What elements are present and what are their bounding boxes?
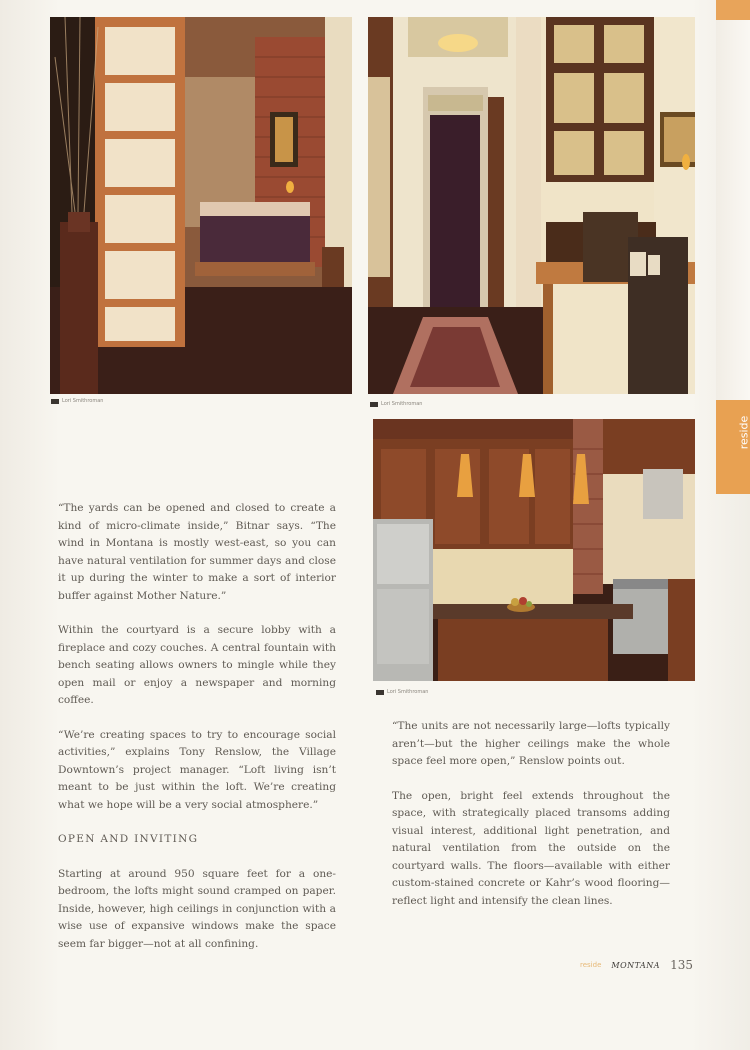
camera-icon	[376, 690, 384, 695]
camera-icon	[370, 402, 378, 407]
paragraph: The open, bright feel extends throughout the space, with strategically placed transoms adding visual interest, additional light penetration, and natural ventilation from the outside on the courtyard walls. The floors—available with either custom-stained concrete or Kahr’s wood flooring—reflect light and intensify the clean lines.	[392, 789, 670, 907]
section-heading: OPEN AND INVITING	[58, 833, 199, 845]
photo-hallway	[368, 17, 695, 394]
page-edge	[716, 20, 750, 400]
page-number: 135	[670, 958, 693, 972]
photo-credit-bedroom: Lori Smithroman	[51, 398, 103, 404]
footer-magazine-logo: MONTANA	[611, 960, 661, 970]
paragraph: Starting at around 950 square feet for a one-bedroom, the lofts might sound cramped on paper. Inside, however, high ceilings in conjunction with a wise use of expansive windows make the space seem far bigger—not at all confining.	[58, 867, 336, 950]
paragraph: “The units are not necessarily large—lofts typically aren’t—but the higher ceilings make the whole space feel more open,” Renslow points out.	[392, 720, 670, 767]
section-tab-label: reside	[737, 415, 750, 450]
paragraph: “The yards can be opened and closed to create a kind of micro-climate inside,” Bitnar says. “The wind in Montana is mostly west-east, so you can have natural ventilation for summer days and close it up during the winter to make a sort of interior buffer against Mother Nature.”	[58, 502, 336, 602]
paragraph: “We’re creating spaces to try to encourage social activities,” explains Tony Renslow, the Village Downtown’s project manager. “Loft living isn’t meant to be just within the loft. We’re creating what we hope will be a very social atmosphere.”	[58, 728, 336, 811]
right-column	[392, 718, 670, 927]
paragraph: Within the courtyard is a secure lobby with a fireplace and cozy couches. A central fountain with bench seating allows owners to mingle while they open mail or enjoy a newspaper and morning coffee.	[58, 624, 336, 706]
camera-icon	[51, 399, 59, 404]
photo-credit-hallway: Lori Smithroman	[370, 401, 422, 407]
photo-bedroom	[50, 17, 352, 394]
section-tab	[716, 400, 750, 494]
footer-section: reside	[580, 961, 602, 969]
photo-kitchen	[373, 419, 695, 681]
left-column	[58, 500, 336, 970]
top-edge-tab	[716, 0, 750, 20]
photo-credit-kitchen: Lori Smithroman	[376, 689, 428, 695]
page-footer	[580, 958, 693, 972]
